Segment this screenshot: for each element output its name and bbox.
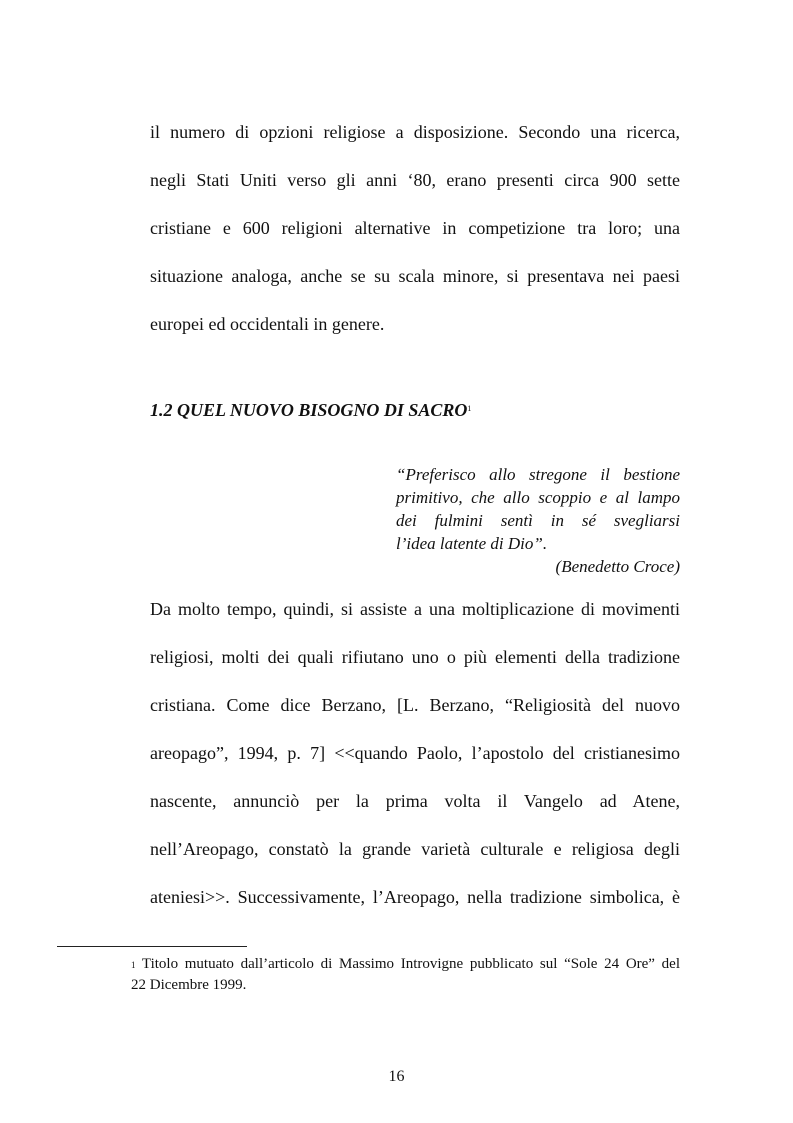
paragraph-1-line-3: cristiane e 600 religioni alternative in competizione tra loro; una xyxy=(150,218,680,238)
epigraph-attribution: (Benedetto Croce) xyxy=(555,557,680,576)
footnote-marker: 1 xyxy=(131,960,136,970)
paragraph-2-line-7: ateniesi>>. Successivamente, l’Areopago, nella tradizione simbolica, è xyxy=(150,887,680,907)
section-heading-text: 1.2 QUEL NUOVO BISOGNO DI SACRO xyxy=(150,400,468,420)
paragraph-1-line-2: negli Stati Uniti verso gli anni ‘80, erano presenti circa 900 sette xyxy=(150,170,680,190)
paragraph-2-line-5: nascente, annunciò per la prima volta il Vangelo ad Atene, xyxy=(150,791,680,811)
paragraph-2-line-6: nell’Areopago, constatò la grande varietà culturale e religiosa degli xyxy=(150,839,680,859)
paragraph-2-line-4: areopago”, 1994, p. 7] <<quando Paolo, l’apostolo del cristianesimo xyxy=(150,743,680,763)
epigraph xyxy=(396,463,680,578)
page-number: 16 xyxy=(388,1068,405,1085)
footnote-text-1: Titolo mutuato dall’articolo di Massimo Introvigne pubblicato sul “Sole 24 Ore” del xyxy=(135,956,680,972)
epigraph-line-1: “Preferisco allo stregone il bestione xyxy=(396,465,680,484)
footnote-line-2: 22 Dicembre 1999. xyxy=(131,977,247,993)
epigraph-line-3: dei fulmini sentì in sé svegliarsi xyxy=(396,511,680,530)
footnote-separator xyxy=(57,946,247,947)
footnote xyxy=(131,954,680,996)
footnote-line-1 xyxy=(131,954,680,975)
paragraph-1-line-5: europei ed occidentali in genere. xyxy=(150,314,385,334)
paragraph-1-line-1: il numero di opzioni religiose a disposizione. Secondo una ricerca, xyxy=(150,122,680,142)
paragraph-2-line-2: religiosi, molti dei quali rifiutano uno o più elementi della tradizione xyxy=(150,647,680,667)
epigraph-line-2: primitivo, che allo scoppio e al lampo xyxy=(396,488,680,507)
section-heading xyxy=(150,400,471,421)
epigraph-line-4: l’idea latente di Dio”. xyxy=(396,534,548,553)
paragraph-2-line-3: cristiana. Come dice Berzano, [L. Berzano, “Religiosità del nuovo xyxy=(150,695,680,715)
footnote-reference[interactable]: 1 xyxy=(467,404,472,413)
paragraph-1-line-4: situazione analoga, anche se su scala minore, si presentava nei paesi xyxy=(150,266,680,286)
paragraph-2-line-1: Da molto tempo, quindi, si assiste a una moltiplicazione di movimenti xyxy=(150,599,680,619)
